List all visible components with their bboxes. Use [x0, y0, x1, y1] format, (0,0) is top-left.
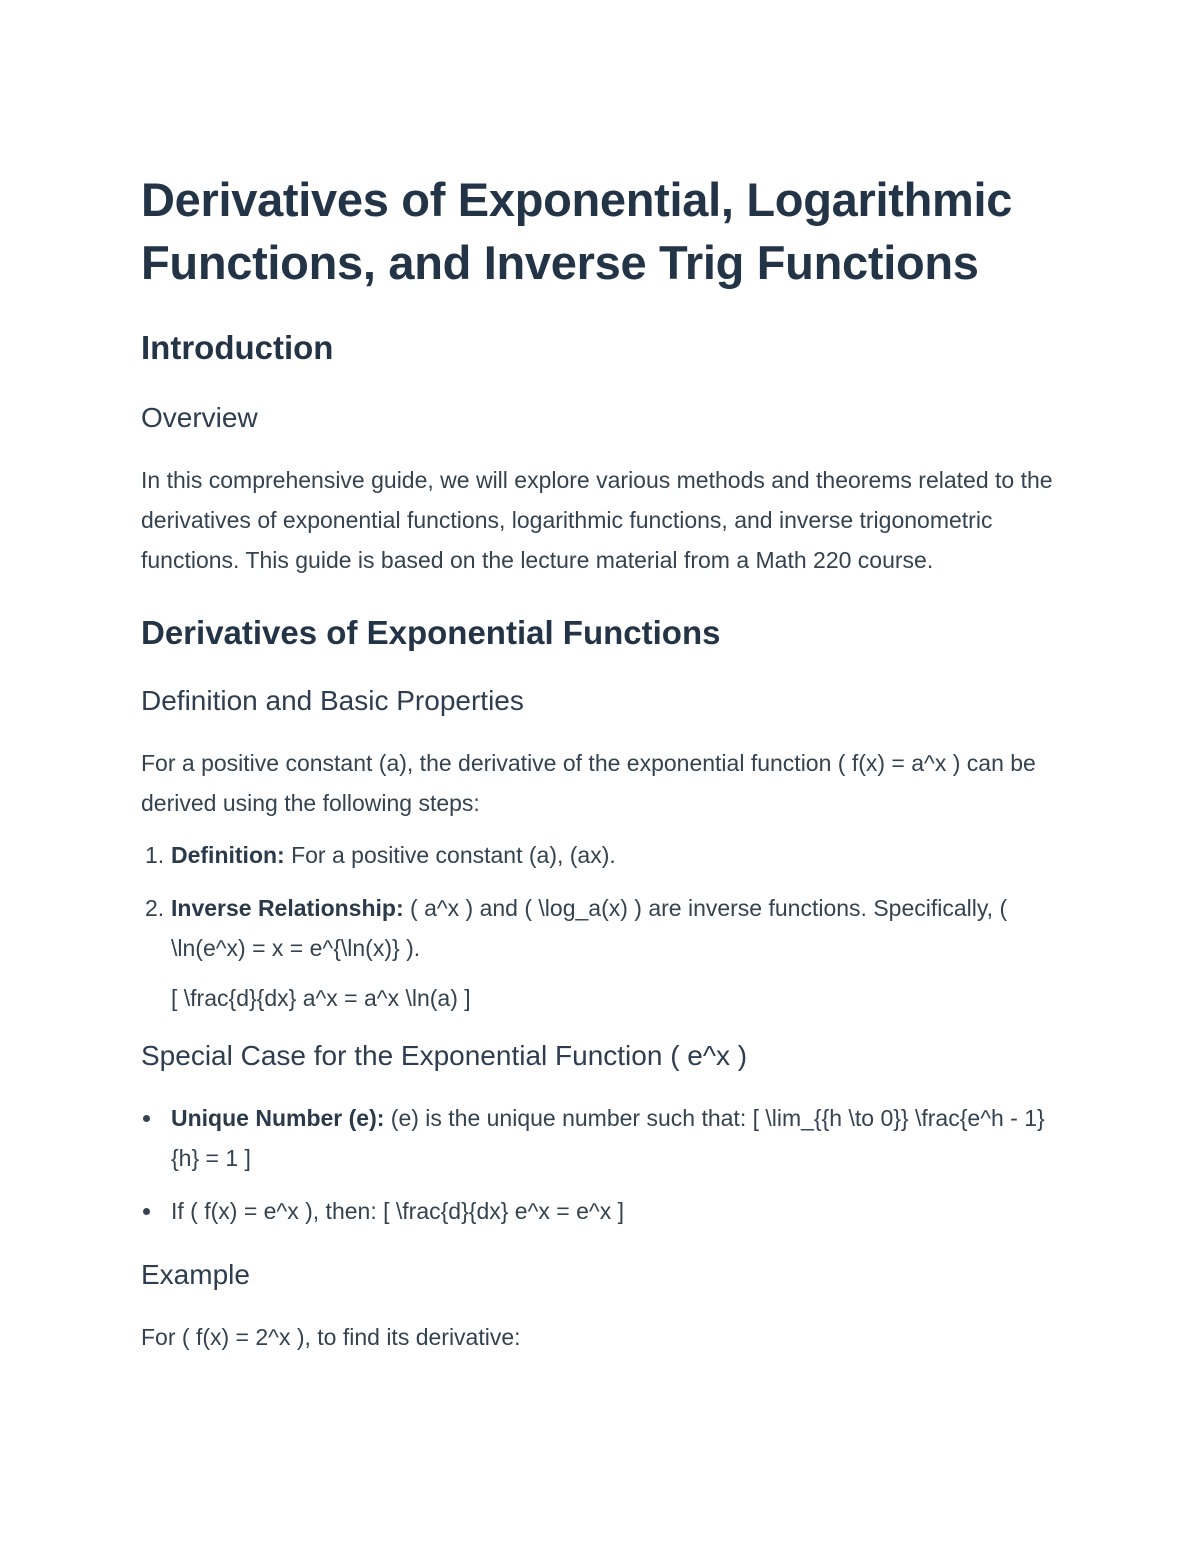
- list-item: [141, 835, 1061, 875]
- special-case-list: [141, 1098, 1061, 1231]
- steps-list: [141, 835, 1061, 1018]
- example-heading: Example: [141, 1259, 250, 1290]
- list-number: 1.: [145, 842, 165, 868]
- step-text: For a positive constant (a), (ax).: [284, 842, 616, 868]
- overview-heading: Overview: [141, 402, 258, 433]
- bullet-icon: [143, 1115, 150, 1122]
- overview-paragraph: In this comprehensive guide, we will explore various methods and theorems related to the derivatives of exponential functions, logarithmic functions, and inverse trigonometric functions. This guide is based on the lecture material from a Math 220 course.: [141, 467, 1053, 573]
- item-text: If ( f(x) = e^x ), then: [ \frac{d}{dx} e^x = e^x ]: [171, 1198, 624, 1224]
- document-page: [141, 168, 1061, 1357]
- special-case-heading: Special Case for the Exponential Function ( e^x ): [141, 1040, 748, 1071]
- step-label: Definition:: [171, 842, 285, 868]
- definition-paragraph: For a positive constant (a), the derivative of the exponential function ( f(x) = a^x ) can be derived using the following steps:: [141, 750, 1036, 816]
- definition-heading: Definition and Basic Properties: [141, 685, 524, 716]
- list-item: [141, 888, 1061, 1018]
- list-item: [141, 1098, 1061, 1178]
- bullet-icon: [143, 1208, 150, 1215]
- step-text: ( a^x ) and ( \log_a(x) ) are inverse functions. Specifically, ( \ln(e^x) = x = e^{\ln(x)} ).: [171, 895, 1008, 961]
- exponential-derivatives-heading: Derivatives of Exponential Functions: [141, 614, 721, 651]
- formula: [ \frac{d}{dx} a^x = a^x \ln(a) ]: [171, 985, 471, 1011]
- list-number: 2.: [145, 895, 165, 921]
- step-label: Inverse Relationship:: [171, 895, 404, 921]
- item-label: Unique Number (e):: [171, 1105, 385, 1131]
- introduction-heading: Introduction: [141, 329, 334, 366]
- item-text: (e) is the unique number such that: [ \lim_{{h \to 0}} \frac{e^h - 1}{h} = 1 ]: [171, 1105, 1045, 1171]
- example-paragraph: For ( f(x) = 2^x ), to find its derivative:: [141, 1324, 521, 1350]
- document-title: Derivatives of Exponential, Logarithmic Functions, and Inverse Trig Functions: [141, 173, 1013, 289]
- list-item: [141, 1191, 1061, 1231]
